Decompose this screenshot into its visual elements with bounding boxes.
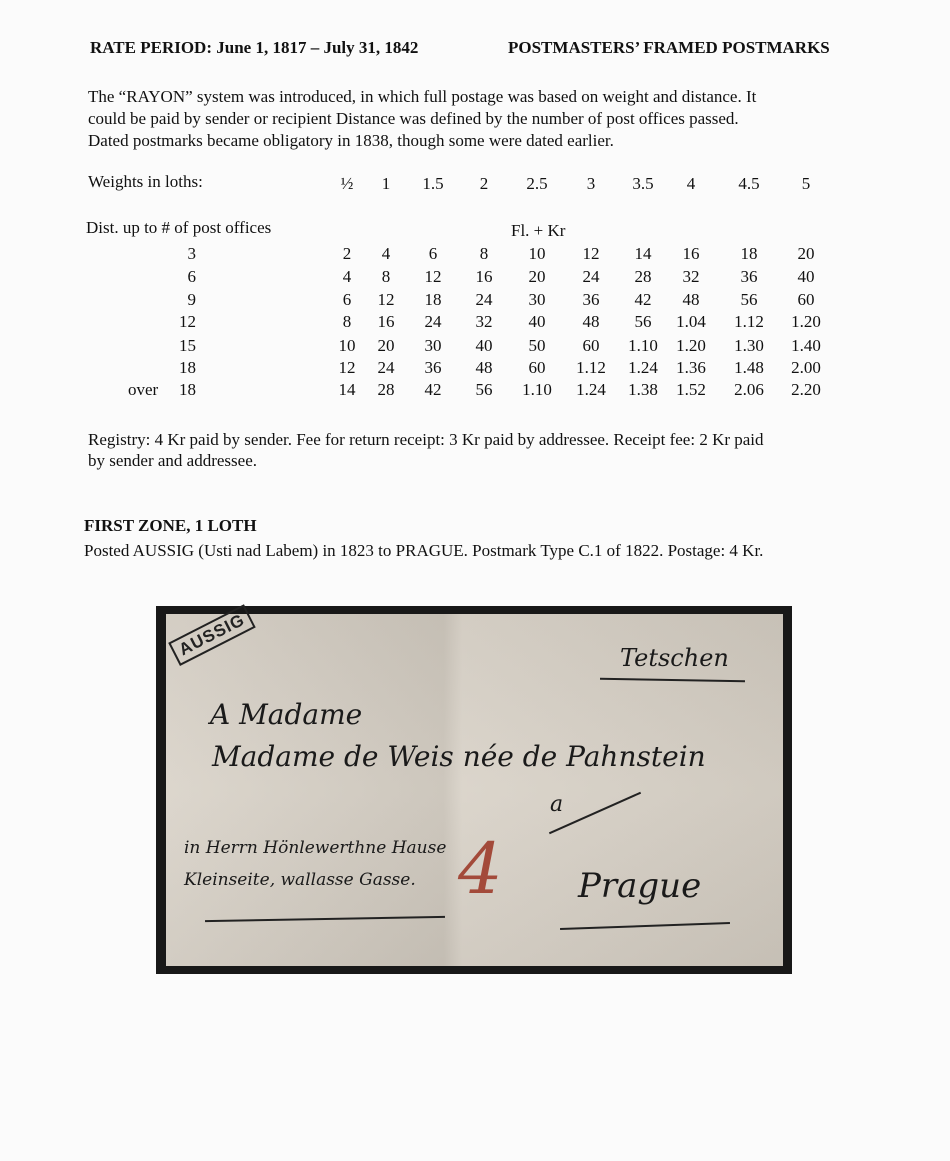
rate-cell: 20 — [797, 244, 815, 263]
cover-caption: Posted AUSSIG (Usti nad Labem) in 1823 to PRAGUE. Postmark Type C.1 of 1822. Postage: 4 Kr. — [84, 541, 764, 560]
weight-header: 4.5 — [738, 174, 760, 193]
rate-cell: 8 — [479, 244, 489, 263]
rate-cell: 18 — [740, 244, 758, 263]
rate-cell: 1.24 — [628, 358, 658, 377]
rate-cell: 12 — [582, 244, 600, 263]
currency-label: Fl. + Kr — [511, 221, 566, 240]
rate-cell: 1.38 — [628, 380, 658, 399]
rate-cell: 36 — [424, 358, 442, 377]
distance-cell: 18 — [179, 380, 196, 399]
distance-cell: 6 — [187, 267, 196, 286]
rate-cell: 10 — [528, 244, 546, 263]
rate-cell: 24 — [582, 267, 600, 286]
rate-cell: 14 — [338, 380, 356, 399]
weight-header: 2 — [479, 174, 489, 193]
rate-cell: 56 — [740, 290, 758, 309]
note-line-1: in Herrn Hönlewerthne Hause — [184, 838, 447, 858]
distance-cell: 3 — [187, 244, 196, 263]
fees-paragraph — [88, 429, 888, 471]
rate-cell: 40 — [475, 336, 493, 355]
weight-header: 3.5 — [632, 174, 654, 193]
rate-cell: 20 — [528, 267, 546, 286]
rate-cell: 2.20 — [791, 380, 821, 399]
rate-cell: 60 — [797, 290, 815, 309]
rate-cell: 30 — [424, 336, 442, 355]
weight-header: 4 — [686, 174, 696, 193]
rate-cell: 1.36 — [676, 358, 706, 377]
rate-cell: 2 — [342, 244, 352, 263]
rate-cell: 1.10 — [628, 336, 658, 355]
rate-cell: 20 — [377, 336, 395, 355]
distance-prefix: over — [128, 380, 159, 399]
address-line-1: A Madame — [210, 698, 363, 731]
rate-cell: 36 — [582, 290, 600, 309]
transit-note: Tetschen — [620, 644, 729, 672]
rate-cell: 32 — [475, 312, 493, 331]
rate-cell: 1.04 — [676, 312, 706, 331]
rate-cell: 28 — [634, 267, 652, 286]
distance-cell: 9 — [187, 290, 196, 309]
rate-cell: 1.24 — [576, 380, 606, 399]
rate-cell: 1.10 — [522, 380, 552, 399]
rate-cell: 24 — [475, 290, 493, 309]
weight-header: 1 — [381, 174, 391, 193]
rate-cell: 14 — [634, 244, 652, 263]
distance-cell: 18 — [179, 358, 196, 377]
rate-cell: 4 — [342, 267, 352, 286]
rate-cell: 8 — [342, 312, 352, 331]
rate-cell: 30 — [528, 290, 546, 309]
destination: Prague — [578, 866, 702, 906]
fees-line: by sender and addressee. — [88, 451, 257, 470]
rate-cell: 1.52 — [676, 380, 706, 399]
rate-cell: 16 — [475, 267, 493, 286]
rate-cell: 36 — [740, 267, 758, 286]
rate-cell: 60 — [582, 336, 600, 355]
rate-cell: 42 — [424, 380, 442, 399]
rate-cell: 1.40 — [791, 336, 821, 355]
rate-cell: 48 — [682, 290, 700, 309]
rate-cell: 24 — [377, 358, 395, 377]
rate-cell: 6 — [342, 290, 352, 309]
section-heading: POSTMASTERS’ FRAMED POSTMARKS — [508, 38, 830, 57]
rate-cell: 1.20 — [676, 336, 706, 355]
distance-cell: 12 — [179, 312, 196, 331]
note-line-2: Kleinseite, wallasse Gasse. — [184, 870, 416, 890]
postage-rate-mark: 4 — [458, 828, 503, 910]
rate-cell: 16 — [377, 312, 395, 331]
rate-cell: 32 — [682, 267, 700, 286]
fees-line: Registry: 4 Kr paid by sender. Fee for return receipt: 3 Kr paid by addressee. Receipt fee: 2 Kr paid — [88, 430, 764, 449]
rate-period-heading: RATE PERIOD: June 1, 1817 – July 31, 1842 — [90, 38, 419, 57]
rate-cell: 60 — [528, 358, 546, 377]
rate-cell: 48 — [475, 358, 493, 377]
distance-cell: 15 — [179, 336, 196, 355]
rate-cell: 12 — [377, 290, 395, 309]
intro-line: The “RAYON” system was introduced, in which full postage was based on weight and distance. It — [88, 87, 757, 106]
rate-cell: 8 — [381, 267, 391, 286]
rate-cell: 16 — [682, 244, 700, 263]
rate-cell: 1.12 — [576, 358, 606, 377]
weight-header: 5 — [801, 174, 811, 193]
rate-cell: 1.12 — [734, 312, 764, 331]
intro-line: Dated postmarks became obligatory in 1838, though some were dated earlier. — [88, 131, 614, 150]
address-line-3: a — [550, 792, 564, 817]
rate-cell: 1.20 — [791, 312, 821, 331]
weight-header: 1.5 — [422, 174, 444, 193]
rate-cell: 48 — [582, 312, 600, 331]
aussig-postmark: AUSSIG — [168, 604, 256, 666]
rate-cell: 42 — [634, 290, 652, 309]
weight-header: 3 — [586, 174, 596, 193]
rate-cell: 50 — [528, 336, 546, 355]
rate-cell: 2.00 — [791, 358, 821, 377]
rate-cell: 18 — [424, 290, 442, 309]
rate-cell: 10 — [338, 336, 356, 355]
rate-cell: 12 — [424, 267, 442, 286]
rate-cell: 4 — [381, 244, 391, 263]
rate-cell: 6 — [428, 244, 438, 263]
rate-cell: 28 — [377, 380, 395, 399]
rate-cell: 40 — [797, 267, 815, 286]
weight-header: 2.5 — [526, 174, 548, 193]
rate-cell: 2.06 — [734, 380, 764, 399]
rate-cell: 1.48 — [734, 358, 764, 377]
rate-cell: 1.30 — [734, 336, 764, 355]
rate-cell: 56 — [475, 380, 493, 399]
intro-line: could be paid by sender or recipient Distance was defined by the number of post offices passed. — [88, 109, 739, 128]
weights-label: Weights in loths: — [88, 172, 203, 191]
zone-title: FIRST ZONE, 1 LOTH — [84, 516, 257, 535]
distance-label: Dist. up to # of post offices — [86, 218, 272, 237]
rate-cell: 12 — [338, 358, 356, 377]
rate-cell: 40 — [528, 312, 546, 331]
rate-cell: 56 — [634, 312, 652, 331]
rate-table — [0, 0, 950, 420]
weight-header: ½ — [340, 174, 354, 193]
address-line-2: Madame de Weis née de Pahnstein — [212, 740, 706, 773]
rate-cell: 24 — [424, 312, 442, 331]
